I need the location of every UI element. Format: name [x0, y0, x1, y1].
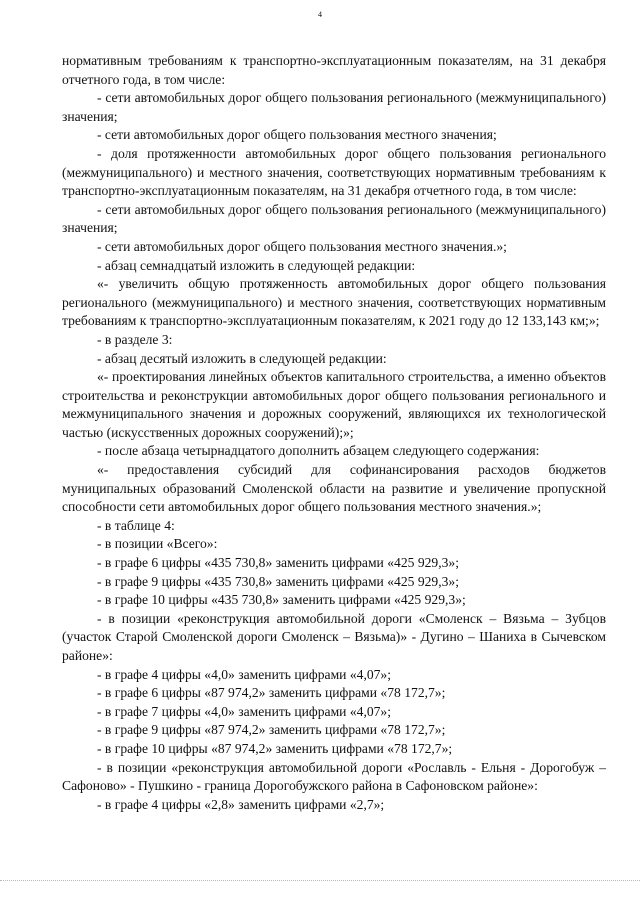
paragraph-10: - абзац десятый изложить в следующей редакции:: [97, 350, 387, 366]
paragraph-26: - в графе 4 цифры «2,8» заменить цифрами «2,7»;: [97, 796, 385, 812]
paragraph-11: «- проектирования линейных объектов капитального строительства, а именно объектов строительства и реконструкции автомобильных дорог общего пользования регионального и межмуниципального значения и дорожных сооружений, являющихся их технологической частью (искусственных дорожных сооружений);»;: [62, 369, 606, 440]
paragraph-17: - в графе 9 цифры «435 730,8» заменить цифрами «425 929,3»;: [97, 573, 459, 589]
paragraph-16: - в графе 6 цифры «435 730,8» заменить цифрами «425 929,3»;: [97, 555, 459, 571]
paragraph-18: - в графе 10 цифры «435 730,8» заменить цифрами «425 929,3»;: [97, 592, 466, 608]
paragraph-9: - в разделе 3:: [97, 331, 173, 347]
scan-bottom-edge: [0, 880, 640, 882]
paragraph-23: - в графе 9 цифры «87 974,2» заменить цифрами «78 172,7»;: [97, 722, 446, 738]
paragraph-19: - в позиции «реконструкция автомобильной дороги «Смоленск – Вязьма – Зубцов (участок Старой Смоленской дороги Смоленск – Вязьма)» - Дугино – Шаниха в Сычевском районе»:: [62, 610, 606, 663]
paragraph-13: «- предоставления субсидий для софинансирования расходов бюджетов муниципальных образований Смоленской области на развитие и увеличение пропускной способности сети автомобильных дорог общего пользования местного значения.»;: [62, 462, 606, 515]
paragraph-2: - сети автомобильных дорог общего пользования регионального (межмуниципального) значения;: [62, 90, 606, 124]
paragraph-5: - сети автомобильных дорог общего пользования регионального (межмуниципального) значения;: [62, 201, 606, 236]
paragraph-12: - после абзаца четырнадцатого дополнить абзацем следующего содержания:: [97, 443, 540, 459]
paragraph-22: - в графе 7 цифры «4,0» заменить цифрами «4,07»;: [97, 703, 392, 719]
document-body: [62, 52, 606, 814]
paragraph-20: - в графе 4 цифры «4,0» заменить цифрами «4,07»;: [97, 666, 392, 682]
page-number: 4: [318, 10, 322, 19]
paragraph-24: - в графе 10 цифры «87 974,2» заменить цифрами «78 172,7»;: [97, 740, 453, 756]
paragraph-14: - в таблице 4:: [97, 517, 175, 533]
paragraph-7: - абзац семнадцатый изложить в следующей редакции:: [97, 257, 416, 273]
paragraph-6: - сети автомобильных дорог общего пользования местного значения.»;: [97, 238, 507, 254]
paragraph-3: - сети автомобильных дорог общего пользования местного значения;: [97, 127, 497, 143]
paragraph-25: - в позиции «реконструкция автомобильной дороги «Рославль - Ельня - Дорогобуж – Сафоново» - Пушкино - граница Дорогобужского района в Сафоновском районе»:: [62, 759, 606, 794]
paragraph-1: нормативным требованиям к транспортно-эксплуатационным показателям, на 31 декабря отчетного года, в том числе:: [62, 53, 606, 87]
paragraph-15: - в позиции «Всего»:: [97, 536, 218, 552]
paragraph-8: «- увеличить общую протяженность автомобильных дорог общего пользования регионального (межмуниципального) и местного значения, соответствующих нормативным требованиям к транспортно-эксплуатационным показателям, к 2021 году до 12 133,143 км;»;: [62, 276, 606, 329]
paragraph-4: - доля протяженности автомобильных дорог общего пользования регионального (межмуниципального) и местного значения, соответствующих нормативным требованиям к транспортно-эксплуатационным показателям, на 31 декабря отчетного года, в том числе:: [62, 145, 606, 199]
paragraph-21: - в графе 6 цифры «87 974,2» заменить цифрами «78 172,7»;: [97, 685, 446, 701]
